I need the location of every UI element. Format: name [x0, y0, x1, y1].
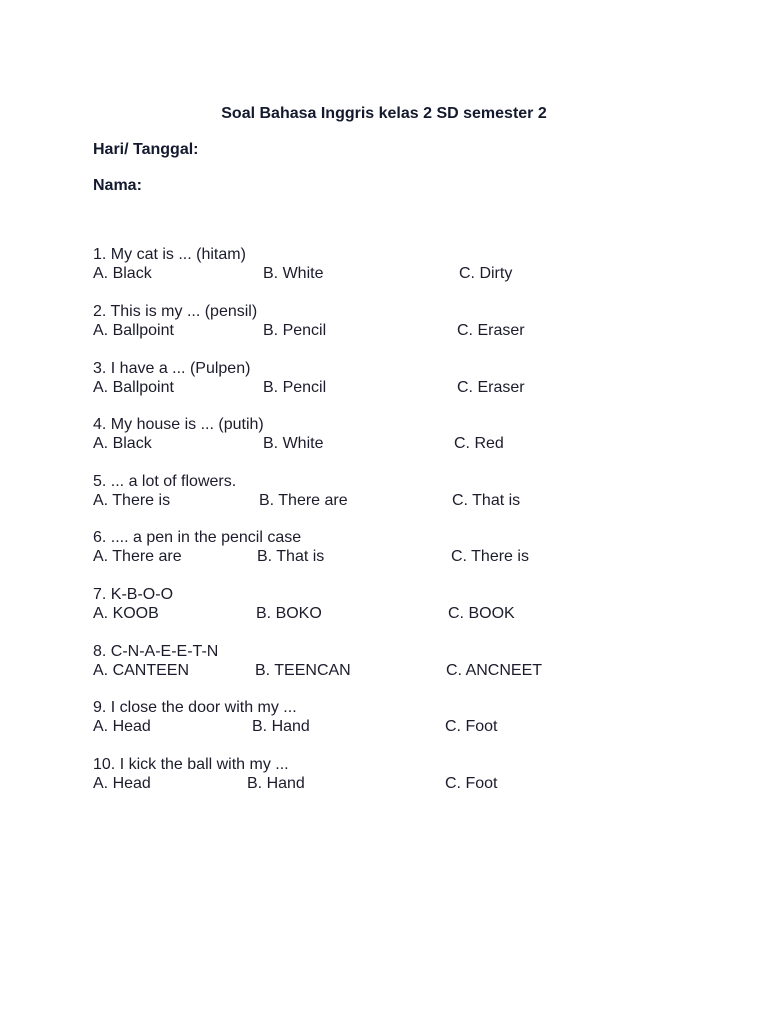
question-options — [93, 604, 693, 623]
option-c: C. BOOK — [448, 605, 515, 622]
question-4 — [93, 415, 693, 453]
question-8 — [93, 642, 693, 680]
question-stem: 2. This is my ... (pensil) — [93, 303, 258, 320]
question-options — [93, 321, 693, 340]
page-title: Soal Bahasa Inggris kelas 2 SD semester 2 — [221, 105, 547, 122]
question-stem: 9. I close the door with my ... — [93, 699, 297, 716]
question-stem: 1. My cat is ... (hitam) — [93, 246, 246, 263]
option-a: A. Black — [93, 435, 152, 452]
question-9 — [93, 698, 693, 736]
question-stem: 10. I kick the ball with my ... — [93, 756, 289, 773]
option-c: C. Eraser — [457, 322, 525, 339]
option-c: C. That is — [452, 492, 521, 509]
option-c: C. Eraser — [457, 379, 525, 396]
question-7 — [93, 585, 693, 623]
question-stem: 3. I have a ... (Pulpen) — [93, 360, 251, 377]
option-b: B. Pencil — [263, 322, 327, 339]
option-a: A. Black — [93, 265, 152, 282]
option-b: B. That is — [257, 548, 325, 565]
option-b: B. There are — [259, 492, 348, 509]
option-c: C. There is — [451, 548, 529, 565]
question-stem: 7. K-B-O-O — [93, 586, 174, 603]
question-options — [93, 434, 693, 453]
date-label: Hari/ Tanggal: — [93, 141, 199, 158]
option-c: C. Foot — [445, 718, 498, 735]
option-b: B. Hand — [247, 775, 305, 792]
question-options — [93, 547, 693, 566]
question-options — [93, 717, 693, 736]
option-c: C. ANCNEET — [446, 662, 543, 679]
question-options — [93, 661, 693, 680]
question-stem: 8. C-N-A-E-E-T-N — [93, 643, 219, 660]
question-stem: 6. .... a pen in the pencil case — [93, 529, 302, 546]
option-a: A. Ballpoint — [93, 322, 174, 339]
option-a: A. Head — [93, 775, 151, 792]
question-5 — [93, 472, 693, 510]
option-b: B. Hand — [252, 718, 310, 735]
name-label: Nama: — [93, 177, 142, 194]
option-b: B. TEENCAN — [255, 662, 351, 679]
question-1 — [93, 245, 693, 283]
option-b: B. Pencil — [263, 379, 327, 396]
option-b: B. White — [263, 435, 324, 452]
option-a: A. CANTEEN — [93, 662, 190, 679]
question-6 — [93, 528, 693, 566]
option-b: B. White — [263, 265, 324, 282]
option-a: A. There is — [93, 492, 171, 509]
option-a: A. Ballpoint — [93, 379, 174, 396]
option-a: A. KOOB — [93, 605, 159, 622]
question-stem: 5. ... a lot of flowers. — [93, 473, 237, 490]
question-options — [93, 264, 693, 283]
question-stem: 4. My house is ... (putih) — [93, 416, 264, 433]
question-10 — [93, 755, 693, 793]
option-a: A. There are — [93, 548, 182, 565]
question-3 — [93, 359, 693, 397]
option-c: C. Dirty — [459, 265, 513, 282]
option-a: A. Head — [93, 718, 151, 735]
option-b: B. BOKO — [256, 605, 322, 622]
question-options — [93, 378, 693, 397]
question-options — [93, 491, 693, 510]
question-options — [93, 774, 693, 793]
question-2 — [93, 302, 693, 340]
option-c: C. Red — [454, 435, 504, 452]
option-c: C. Foot — [445, 775, 498, 792]
